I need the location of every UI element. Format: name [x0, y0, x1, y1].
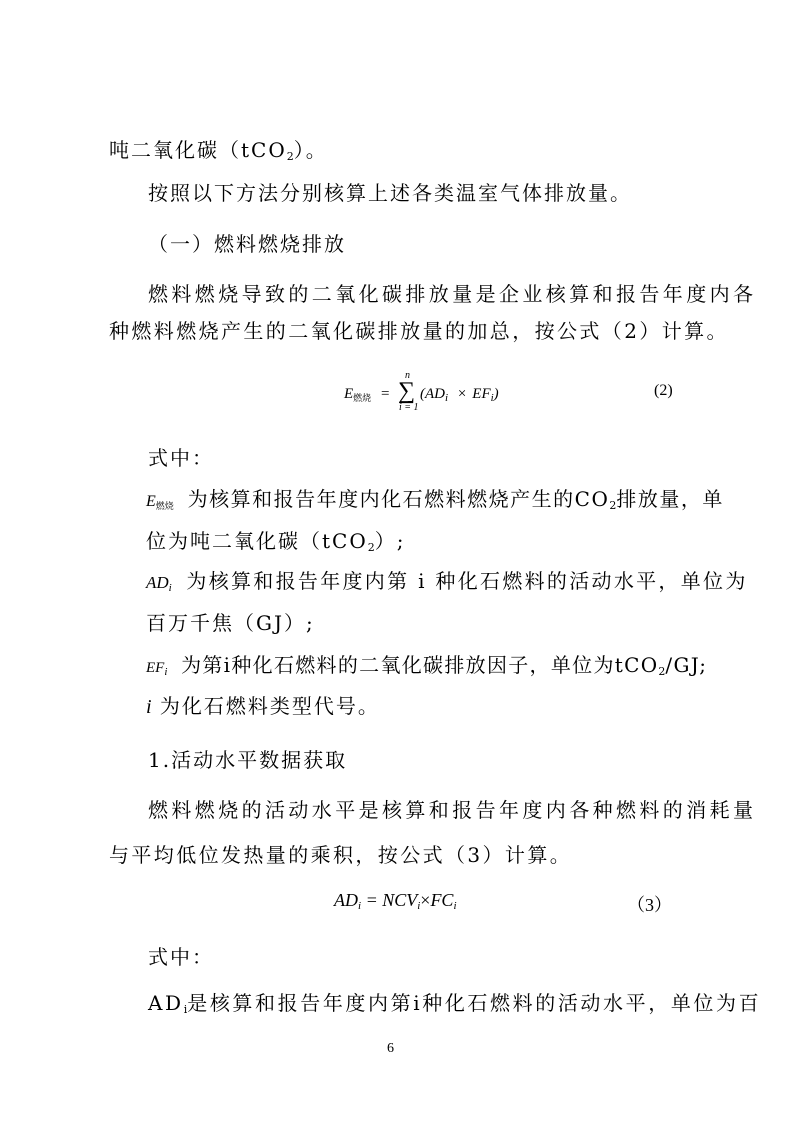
sum-symbol: ∑	[398, 378, 416, 404]
section-heading-1: （一）燃料燃烧排放	[148, 232, 346, 256]
section-heading-2: 1.活动水平数据获取	[148, 748, 348, 772]
definition-ad: $AD_i$ 为核算和报告年度内第 i 种化石燃料的活动水平，单位为	[146, 569, 748, 594]
text-line-2: 按照以下方法分别核算上述各类温室气体排放量。	[148, 181, 632, 205]
paragraph-2-line-2: 与平均低位发热量的乘积，按公式（3）计算。	[109, 843, 573, 867]
definition-e: $E_{燃烧}$ 为核算和报告年度内化石燃料燃烧产生的$CO_2$排放量，单	[146, 487, 724, 512]
definition-ad-continued: 百万千焦（GJ）;	[146, 611, 315, 635]
paragraph-2-line-1: 燃料燃烧的活动水平是核算和报告年度内各种燃料的消耗量	[148, 798, 757, 822]
formula-2-number: (2)	[654, 382, 673, 399]
definition-i: i 为化石燃料类型代号。	[146, 694, 380, 718]
page-number: 6	[387, 1041, 394, 1056]
paragraph-1-line-2: 种燃料燃烧产生的二氧化碳排放量的加总，按公式（2）计算。	[109, 319, 729, 343]
definition-e-continued: 位为吨二氧化碳（tCO$_2$）;	[146, 529, 406, 554]
definition-ef: $EF_i$ 为第i种化石燃料的二氧化碳排放因子，单位为tCO$_2$/GJ;	[146, 653, 708, 678]
where-label-2: 式中：	[148, 945, 214, 969]
paragraph-1-line-1: 燃料燃烧导致的二氧化碳排放量是企业核算和报告年度内各	[148, 282, 757, 306]
text-line-1: 吨二氧化碳（tCO$_2$）。	[109, 138, 328, 163]
where-label-1: 式中：	[148, 446, 214, 470]
formula-3-number: （3）	[627, 895, 672, 915]
text-line-last: $AD_i$是核算和报告年度内第i种化石燃料的活动水平，单位为百	[148, 991, 762, 1016]
